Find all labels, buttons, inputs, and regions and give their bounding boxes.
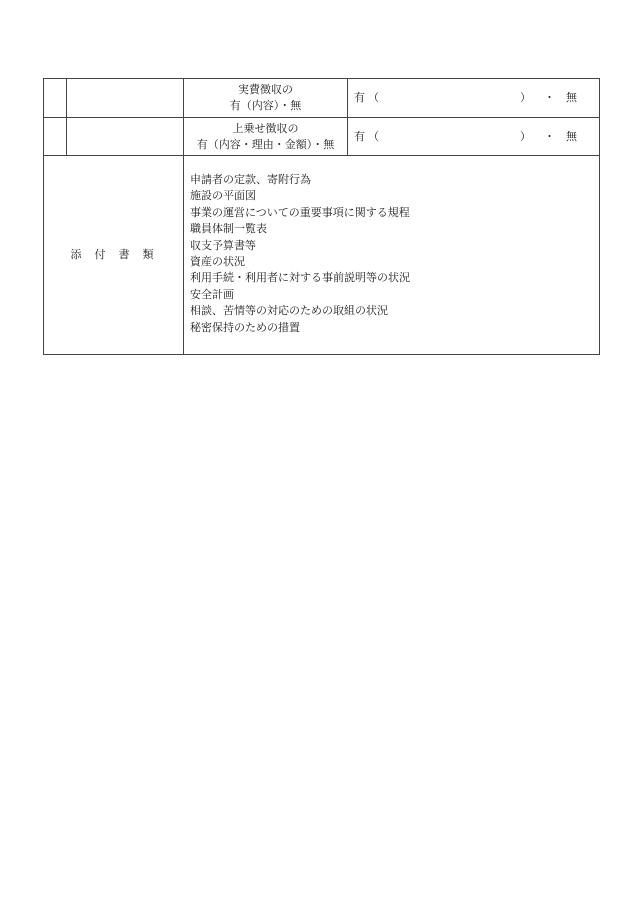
no-option: 無 [566, 91, 577, 105]
paren-close: ） [520, 91, 531, 105]
empty-cell [67, 118, 184, 156]
actual-cost-value [348, 79, 600, 118]
list-item: 事業の運営についての重要事項に関する規程 [190, 205, 410, 219]
paren-close: ） [520, 129, 531, 143]
separator-dot: ・ [544, 91, 555, 105]
label-line: 実費徴収の [238, 83, 293, 97]
additional-fee-value [348, 118, 600, 156]
paren-open: （ [368, 129, 379, 143]
list-item: 職員体制一覧表 [190, 222, 267, 236]
separator-dot: ・ [544, 129, 555, 143]
list-item: 利用手続・利用者に対する事前説明等の状況 [190, 271, 410, 285]
list-item: 安全計画 [190, 287, 234, 301]
attachments-list [184, 156, 600, 355]
attachments-title: 添付書類 [44, 156, 184, 355]
empty-cell [44, 79, 67, 118]
paren-open: （ [368, 91, 379, 105]
label-line: 有（内容）・無 [229, 99, 302, 112]
attachments-row [44, 156, 600, 355]
list-item: 収支予算書等 [190, 238, 256, 252]
list-item: 相談、苦情等の対応のための取組の状況 [190, 304, 388, 318]
list-item: 秘密保持のための措置 [190, 320, 300, 334]
list-item: 施設の平面図 [190, 189, 256, 203]
label-line: 上乗せ徴収の [232, 121, 299, 135]
yes-option: 有 [354, 129, 365, 143]
list-item: 申請者の定款、寄附行為 [190, 173, 311, 186]
empty-cell [67, 79, 184, 118]
additional-fee-row [44, 118, 600, 156]
additional-fee-label [184, 118, 348, 156]
application-form-table [43, 78, 600, 355]
list-item: 資産の状況 [190, 255, 245, 269]
actual-cost-row [44, 79, 600, 118]
empty-cell [44, 118, 67, 156]
actual-cost-label [184, 79, 348, 118]
no-option: 無 [566, 129, 577, 143]
yes-option: 有 [354, 91, 365, 105]
label-line: 有（内容・理由・金額）・無 [196, 137, 335, 151]
